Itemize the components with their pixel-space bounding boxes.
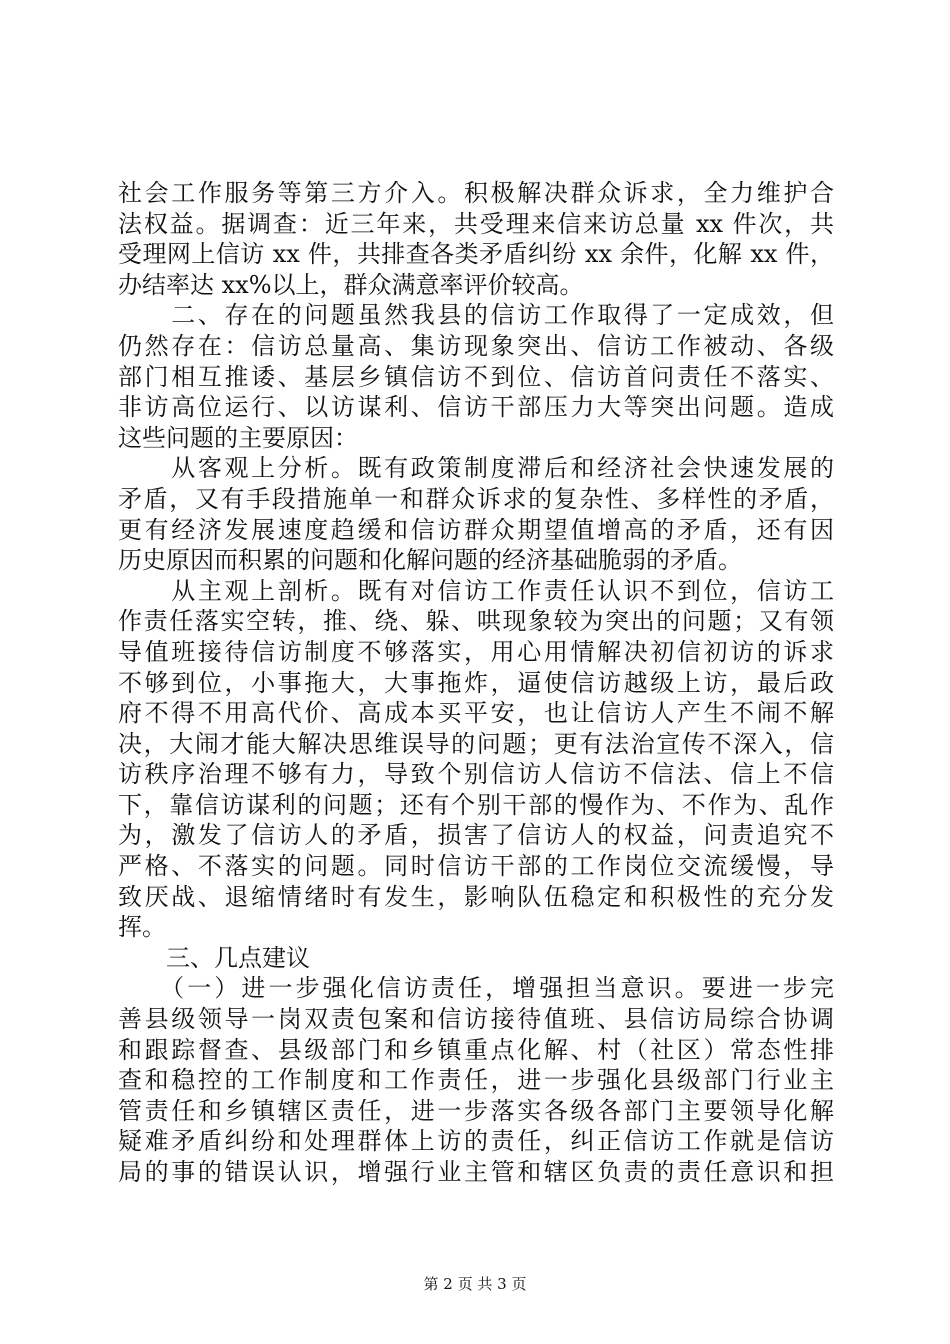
text-line: 导值班接待信访制度不够落实，用心用情解决初信初访的诉求 — [118, 637, 834, 666]
text-line: 查和稳控的工作制度和工作责任，进一步强化县级部门行业主 — [118, 1066, 834, 1095]
text-line: 局的事的错误认识，增强行业主管和辖区负责的责任意识和担 — [118, 1158, 834, 1186]
text-line: 矛盾，又有手段措施单一和群众诉求的复杂性、多样性的矛盾， — [118, 484, 834, 513]
text-line: 访秩序治理不够有力，导致个别信访人信访不信法、信上不信 — [118, 760, 834, 789]
text-line: 下，靠信访谋利的问题；还有个别干部的慢作为、不作为、乱作 — [118, 790, 834, 819]
text-line: 受理网上信访 xx 件，共排查各类矛盾纠纷 xx 余件，化解 xx 件， — [118, 240, 834, 269]
body-text — [118, 178, 834, 1188]
page-footer — [0, 1274, 950, 1294]
text-line: 办结率达 xx%以上，群众满意率评价较高。 — [118, 270, 584, 299]
text-line: 这些问题的主要原因： — [118, 423, 358, 452]
text-line: 非访高位运行、以访谋利、信访干部压力大等突出问题。造成 — [118, 393, 834, 422]
text-line: 法权益。据调查：近三年来，共受理来信来访总量 xx 件次，共 — [118, 209, 834, 238]
text-line: 疑难矛盾纠纷和处理群体上访的责任，纠正信访工作就是信访 — [118, 1127, 834, 1156]
text-line: 历史原因而积累的问题和化解问题的经济基础脆弱的矛盾。 — [118, 546, 742, 575]
text-line: （一）进一步强化信访责任，增强担当意识。要进一步完 — [118, 974, 834, 1003]
page-number-indicator: 第 2 页 共 3 页 — [423, 1275, 527, 1293]
text-line: 管责任和乡镇辖区责任，进一步落实各级各部门主要领导化解 — [118, 1096, 834, 1125]
text-line: 挥。 — [118, 913, 166, 942]
text-line: 更有经济发展速度趋缓和信访群众期望值增高的矛盾，还有因 — [118, 515, 834, 544]
text-line: 从主观上剖析。既有对信访工作责任认识不到位，信访工 — [118, 576, 834, 605]
text-line: 致厌战、退缩情绪时有发生，影响队伍稳定和积极性的充分发 — [118, 882, 834, 911]
text-line: 仍然存在：信访总量高、集访现象突出、信访工作被动、各级 — [118, 331, 834, 360]
text-line: 不够到位，小事拖大，大事拖炸，逼使信访越级上访，最后政 — [118, 668, 834, 697]
text-line: 二、存在的问题虽然我县的信访工作取得了一定成效，但 — [118, 301, 834, 330]
text-line: 决，大闹才能大解决思维误导的问题；更有法治宣传不深入，信 — [118, 729, 834, 758]
text-line: 严格、不落实的问题。同时信访干部的工作岗位交流缓慢，导 — [118, 852, 834, 881]
text-line: 部门相互推诿、基层乡镇信访不到位、信访首问责任不落实、 — [118, 362, 834, 391]
text-line: 作责任落实空转，推、绕、躲、哄现象较为突出的问题；又有领 — [118, 607, 834, 636]
text-line: 府不得不用高代价、高成本买平安，也让信访人产生不闹不解 — [118, 699, 834, 728]
text-line: 善县级领导一岗双责包案和信访接待值班、县信访局综合协调 — [118, 1005, 834, 1034]
text-line: 社会工作服务等第三方介入。积极解决群众诉求，全力维护合 — [118, 179, 834, 207]
text-line: 为，激发了信访人的矛盾，损害了信访人的权益，问责追究不 — [118, 821, 834, 850]
text-line: 和跟踪督查、县级部门和乡镇重点化解、村（社区）常态性排 — [118, 1035, 834, 1064]
text-line: 从客观上分析。既有政策制度滞后和经济社会快速发展的 — [118, 454, 834, 483]
text-line: 三、几点建议 — [118, 943, 310, 972]
